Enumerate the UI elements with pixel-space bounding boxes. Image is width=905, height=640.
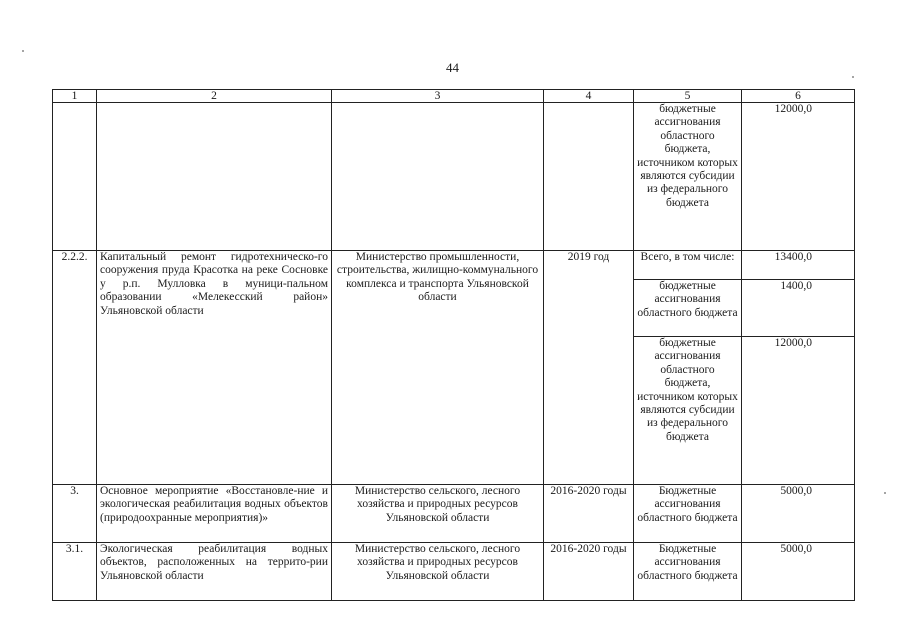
funding-source: Бюджетные ассигнования областного бюджета [634, 543, 742, 601]
executor: Министерство промышленности, строительства, жилищно-коммунального комплекса и транспорта Ульяновской области [332, 251, 544, 485]
executor [332, 103, 544, 251]
page-number: 44 [446, 60, 459, 75]
table-row [53, 251, 855, 280]
term [544, 103, 634, 251]
header-cell: 1 [53, 90, 97, 103]
header-cell: 6 [742, 90, 855, 103]
term: 2016-2020 годы [544, 543, 634, 601]
funding-source: Бюджетные ассигнования областного бюджета [634, 485, 742, 543]
funding-amount: 12000,0 [742, 103, 855, 251]
table-row [53, 103, 855, 251]
term: 2019 год [544, 251, 634, 485]
term: 2016-2020 годы [544, 485, 634, 543]
row-number: 2.2.2. [53, 251, 97, 485]
header-cell: 4 [544, 90, 634, 103]
funding-source: бюджетные ассигнования областного бюджета, источником которых являются субсидии из федерального бюджета [634, 337, 742, 485]
row-number: 3. [53, 485, 97, 543]
executor: Министерство сельского, лесного хозяйства и природных ресурсов Ульяновской области [332, 543, 544, 601]
funding-source: Всего, в том числе: [634, 251, 742, 280]
funding-amount: 13400,0 [742, 251, 855, 280]
funding-source: бюджетные ассигнования областного бюджета, источником которых являются субсидии из федерального бюджета [634, 103, 742, 251]
header-row [53, 90, 855, 103]
table-row [53, 485, 855, 543]
scan-speck [884, 492, 886, 494]
row-number: 3.1. [53, 543, 97, 601]
table-row [53, 543, 855, 601]
measure-name [97, 103, 332, 251]
budget-table [52, 89, 855, 601]
scan-speck [852, 76, 854, 78]
measure-name: Основное мероприятие «Восстановле-ние и экологическая реабилитация водных объектов (природоохранные мероприятия)» [97, 485, 332, 543]
funding-source: бюджетные ассигнования областного бюджета [634, 280, 742, 337]
measure-name: Капитальный ремонт гидротехническо-го сооружения пруда Красотка на реке Сосновке у р.п. Мулловка в муници-пальном образовании «Мелекесский район» Ульяновской области [97, 251, 332, 485]
funding-amount: 1400,0 [742, 280, 855, 337]
row-number [53, 103, 97, 251]
scan-speck [22, 50, 24, 52]
header-cell: 5 [634, 90, 742, 103]
funding-amount: 12000,0 [742, 337, 855, 485]
header-cell: 2 [97, 90, 332, 103]
measure-name: Экологическая реабилитация водных объектов, расположенных на террито-рии Ульяновской области [97, 543, 332, 601]
executor: Министерство сельского, лесного хозяйства и природных ресурсов Ульяновской области [332, 485, 544, 543]
funding-amount: 5000,0 [742, 543, 855, 601]
header-cell: 3 [332, 90, 544, 103]
funding-amount: 5000,0 [742, 485, 855, 543]
